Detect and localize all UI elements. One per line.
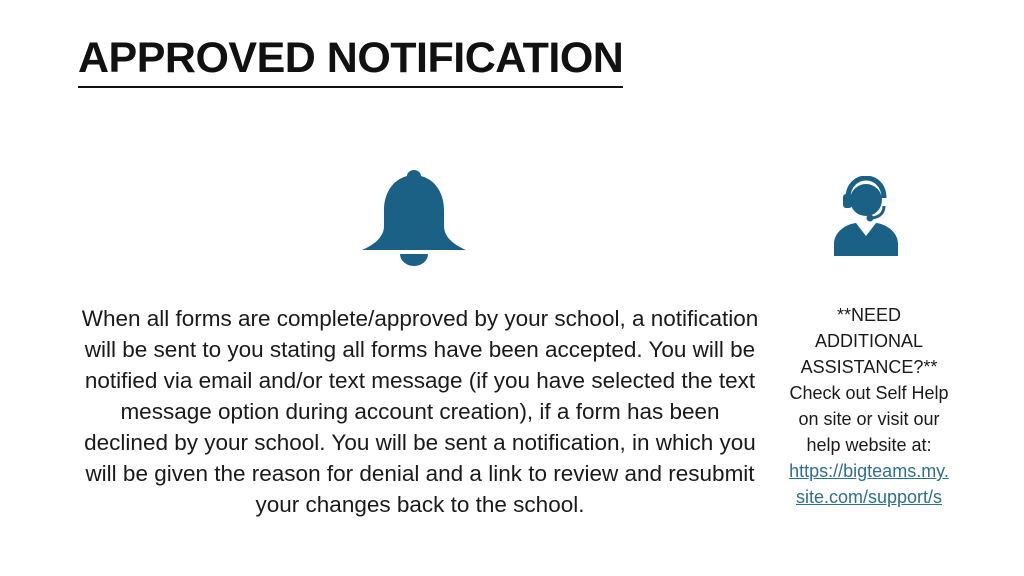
- assistance-heading: **NEED ADDITIONAL ASSISTANCE?**: [800, 305, 938, 377]
- help-website-link[interactable]: https://bigteams.my.site.com/support/s: [789, 461, 949, 507]
- assistance-callout: [786, 302, 952, 510]
- notification-description: When all forms are complete/approved by your school, a notification will be sent to you stating all forms have been accepted. You will be notified via email and/or text message (if you have selected the text message option during account creation), if a form has been declined by your school. You will be sent a notification, in which you will be given the reason for denial and a link to review and resubmit your changes back to the school.: [81, 306, 759, 517]
- bell-clapper: [400, 254, 428, 266]
- assistance-body: Check out Self Help on site or visit our help website at:: [789, 383, 949, 455]
- bell-body: [362, 170, 466, 250]
- support-agent-icon: [830, 176, 902, 258]
- bell-icon: [356, 166, 472, 268]
- slide-title: APPROVED NOTIFICATION: [78, 30, 623, 88]
